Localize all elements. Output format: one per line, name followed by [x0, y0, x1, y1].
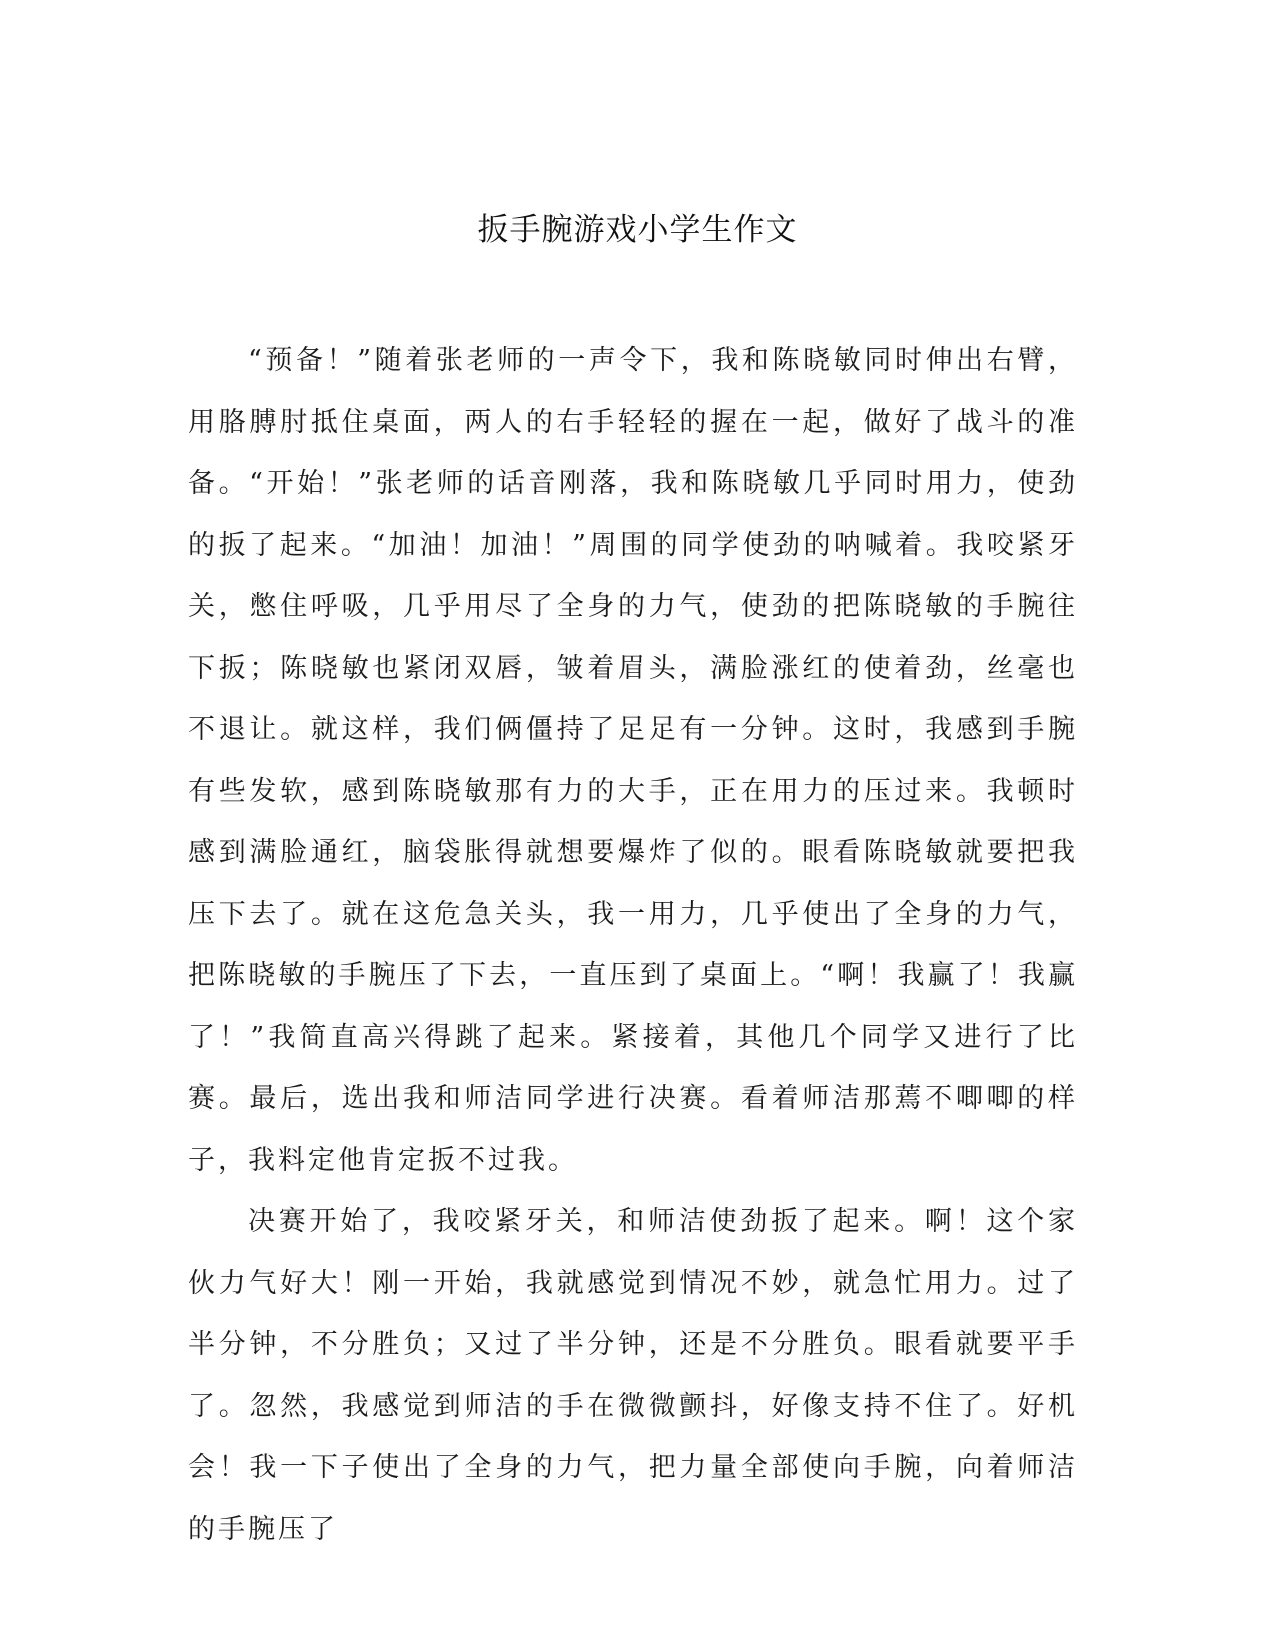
- document-title: 扳手腕游戏小学生作文: [477, 212, 798, 248]
- document-body: [188, 330, 1078, 1560]
- paragraph-1: “预备！”随着张老师的一声令下，我和陈晓敏同时伸出右臂，用胳膊肘抵住桌面，两人的右手轻轻的握在一起，做好了战斗的准备。“开始！”张老师的话音刚落，我和陈晓敏几乎同时用力，使劲的扳了起来。“加油！加油！”周围的同学使劲的呐喊着。我咬紧牙关，憋住呼吸，几乎用尽了全身的力气，使劲的把陈晓敏的手腕往下扳；陈晓敏也紧闭双唇，皱着眉头，满脸涨红的使着劲，丝毫也不退让。就这样，我们俩僵持了足足有一分钟。这时，我感到手腕有些发软，感到陈晓敏那有力的大手，正在用力的压过来。我顿时感到满脸通红，脑袋胀得就想要爆炸了似的。眼看陈晓敏就要把我压下去了。就在这危急关头，我一用力，几乎使出了全身的力气，把陈晓敏的手腕压了下去，一直压到了桌面上。“啊！我赢了！我赢了！”我简直高兴得跳了起来。紧接着，其他几个同学又进行了比赛。最后，选出我和师洁同学进行决赛。看着师洁那蔫不唧唧的样子，我料定他肯定扳不过我。: [188, 345, 1078, 1176]
- paragraph-2: 决赛开始了，我咬紧牙关，和师洁使劲扳了起来。啊！这个家伙力气好大！刚一开始，我就感觉到情况不妙，就急忙用力。过了半分钟，不分胜负；又过了半分钟，还是不分胜负。眼看就要平手了。忽然，我感觉到师洁的手在微微颤抖，好像支持不住了。好机会！我一下子使出了全身的力气，把力量全部使向手腕，向着师洁的手腕压了: [188, 1206, 1078, 1545]
